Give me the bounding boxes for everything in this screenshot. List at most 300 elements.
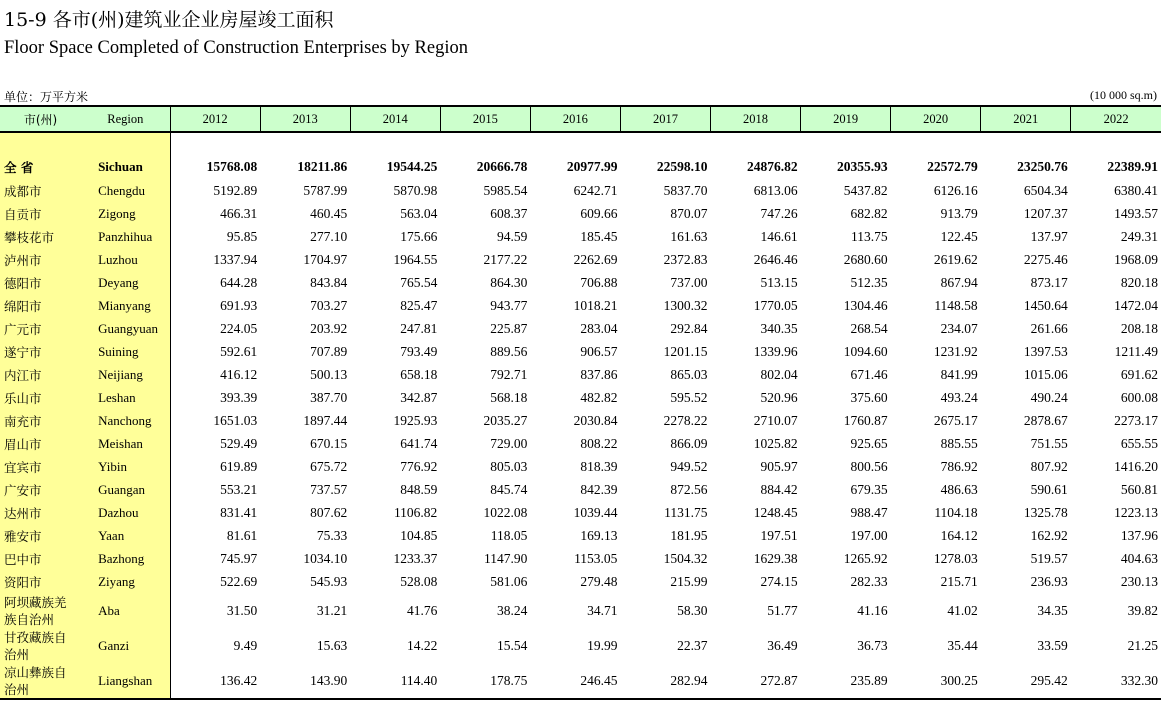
floor-space-value: 94.59 [497,228,528,244]
floor-space-value: 2030.84 [573,412,618,428]
floor-space-value: 595.52 [670,389,708,405]
floor-space-value: 279.48 [580,573,618,589]
floor-space-value: 776.92 [400,458,438,474]
floor-space-value: 404.63 [1120,550,1158,566]
floor-space-value: 2273.17 [1114,412,1158,428]
region-name-chinese: 乐山市 [0,386,81,409]
province-total-row [0,154,1161,179]
floor-space-value: 1148.58 [934,297,978,313]
floor-space-value: 2177.22 [483,251,528,267]
region-name-chinese: 宜宾市 [0,455,81,478]
floor-space-value: 793.49 [400,343,438,359]
region-name-chinese: 广元市 [0,317,81,340]
floor-space-value: 1704.97 [303,251,348,267]
region-name-english: Panzhihua [81,225,170,248]
floor-space-value: 224.05 [220,320,258,336]
region-row [0,340,1161,363]
floor-space-value: 36.49 [767,637,798,653]
floor-space-value: 393.39 [220,389,258,405]
region-name-english: Neijiang [81,363,170,386]
floor-space-value: 1504.32 [663,550,708,566]
floor-space-value: 292.84 [670,320,708,336]
floor-space-value: 5870.98 [393,182,438,198]
floor-space-value: 1925.93 [393,412,438,428]
region-row [0,547,1161,570]
floor-space-value: 2275.46 [1023,251,1068,267]
floor-space-value: 1968.09 [1114,251,1158,267]
region-name-chinese: 眉山市 [0,432,81,455]
floor-space-value: 20355.93 [837,158,888,174]
floor-space-value: 9.49 [233,637,258,653]
floor-space-value: 1325.78 [1023,504,1068,520]
floor-space-value: 137.96 [1120,527,1158,543]
floor-space-value: 1039.44 [573,504,618,520]
region-name-chinese: 攀枝花市 [0,225,81,248]
floor-space-value: 682.82 [850,205,888,221]
unit-label-english: (10 000 sq.m) [1090,88,1157,102]
floor-space-value: 522.69 [220,573,258,589]
region-name-chinese: 资阳市 [0,570,81,593]
floor-space-value: 235.89 [801,663,891,699]
floor-space-value: 234.07 [940,320,978,336]
floor-space-value: 655.55 [1120,435,1158,451]
column-header-year: 2012 [170,106,260,132]
floor-space-value: 512.35 [850,274,888,290]
floor-space-value: 6813.06 [753,182,798,198]
floor-space-value: 1015.06 [1023,366,1068,382]
floor-space-value: 1493.57 [1114,205,1158,221]
floor-space-value: 277.10 [310,228,348,244]
floor-space-value: 563.04 [400,205,438,221]
floor-space-value: 568.18 [490,389,528,405]
floor-space-value: 2278.22 [663,412,708,428]
region-name-chinese: 阿坝藏族羌族自治州 [0,593,81,628]
region-name-english: Mianyang [81,294,170,317]
region-name-english: Aba [81,593,170,628]
floor-space-value: 1651.03 [213,412,258,428]
region-name-english: Meishan [81,432,170,455]
floor-space-value: 807.62 [310,504,348,520]
floor-space-value: 5985.54 [483,182,528,198]
floor-space-value: 1760.87 [843,412,888,428]
region-name-english: Guangan [81,478,170,501]
floor-space-value: 161.63 [670,228,708,244]
floor-space-value: 39.82 [1127,602,1158,618]
floor-space-value: 1304.46 [843,297,888,313]
floor-space-value: 600.08 [1120,389,1158,405]
floor-space-value: 590.61 [1030,481,1068,497]
floor-space-value: 1018.21 [573,297,618,313]
floor-space-value: 51.77 [767,602,798,618]
region-name-chinese: 全 省 [0,154,81,179]
floor-space-value: 906.57 [580,343,618,359]
column-header-region: Region [81,106,170,132]
floor-space-value: 340.35 [760,320,798,336]
region-name-chinese: 自贡市 [0,202,81,225]
region-name-chinese: 凉山彝族自治州 [0,663,81,699]
floor-space-value: 644.28 [220,274,258,290]
region-row [0,663,1161,699]
region-row [0,524,1161,547]
floor-space-value: 197.51 [760,527,798,543]
floor-space-value: 737.00 [670,274,708,290]
region-name-english: Liangshan [81,663,170,699]
floor-space-value: 178.75 [440,663,530,699]
floor-space-value: 848.59 [400,481,438,497]
floor-space-value: 592.61 [220,343,258,359]
floor-space-value: 679.35 [850,481,888,497]
floor-space-value: 482.82 [580,389,618,405]
floor-space-value: 274.15 [760,573,798,589]
region-name-chinese: 南充市 [0,409,81,432]
floor-space-value: 1106.82 [393,504,438,520]
floor-space-value: 765.54 [400,274,438,290]
floor-space-value: 792.71 [490,366,528,382]
floor-space-value: 33.59 [1037,637,1068,653]
floor-space-value: 2675.17 [933,412,978,428]
floor-space-value: 873.17 [1030,274,1068,290]
floor-space-value: 747.26 [760,205,798,221]
floor-space-value: 641.74 [400,435,438,451]
floor-space-value: 913.79 [940,205,978,221]
region-name-chinese: 甘孜藏族自治州 [0,628,81,663]
floor-space-value: 800.56 [850,458,888,474]
column-header-year: 2021 [981,106,1071,132]
floor-space-value: 2878.67 [1023,412,1068,428]
floor-space-value: 670.15 [310,435,348,451]
column-header-year: 2022 [1071,106,1161,132]
region-name-chinese: 广安市 [0,478,81,501]
region-row [0,501,1161,524]
floor-space-value: 416.12 [220,366,258,382]
floor-space-value: 122.45 [940,228,978,244]
floor-space-value: 18211.86 [297,158,348,174]
floor-space-table [0,105,1161,700]
floor-space-value: 905.97 [760,458,798,474]
floor-space-value: 21.25 [1127,637,1158,653]
floor-space-value: 6242.71 [573,182,618,198]
floor-space-value: 808.22 [580,435,618,451]
floor-space-value: 1300.32 [663,297,708,313]
region-row [0,363,1161,386]
floor-space-value: 553.21 [220,481,258,497]
floor-space-value: 675.72 [310,458,348,474]
floor-space-value: 520.96 [760,389,798,405]
floor-space-value: 1416.20 [1114,458,1158,474]
floor-space-value: 236.93 [1030,573,1068,589]
floor-space-value: 802.04 [760,366,798,382]
floor-space-value: 703.27 [310,297,348,313]
floor-space-value: 1153.05 [574,550,618,566]
floor-space-value: 20666.78 [476,158,528,174]
floor-space-value: 864.30 [490,274,528,290]
floor-space-value: 81.61 [226,527,258,543]
region-row [0,248,1161,271]
floor-space-value: 2619.62 [933,251,978,267]
floor-space-value: 1770.05 [753,297,798,313]
region-name-english: Ganzi [81,628,170,663]
floor-space-value: 215.71 [940,573,978,589]
floor-space-value: 500.13 [310,366,348,382]
floor-space-value: 1025.82 [753,435,798,451]
floor-space-value: 31.21 [316,602,348,618]
floor-space-value: 949.52 [670,458,708,474]
region-name-chinese: 遂宁市 [0,340,81,363]
floor-space-value: 197.00 [850,527,888,543]
floor-space-value: 1223.13 [1114,504,1158,520]
floor-space-value: 19.99 [587,637,618,653]
floor-space-value: 1248.45 [753,504,798,520]
region-row [0,202,1161,225]
floor-space-value: 1450.64 [1023,297,1068,313]
floor-space-value: 162.92 [1030,527,1068,543]
column-header-year: 2016 [530,106,620,132]
floor-space-value: 865.03 [670,366,708,382]
region-name-english: Yibin [81,455,170,478]
region-row [0,386,1161,409]
floor-space-value: 104.85 [400,527,438,543]
region-name-english: Chengdu [81,179,170,202]
floor-space-value: 671.46 [850,366,888,382]
region-name-chinese: 雅安市 [0,524,81,547]
floor-space-value: 925.65 [850,435,888,451]
floor-space-value: 1629.38 [753,550,798,566]
floor-space-value: 261.66 [1030,320,1068,336]
floor-space-value: 466.31 [220,205,258,221]
region-row [0,628,1161,663]
region-row [0,432,1161,455]
floor-space-value: 493.24 [940,389,978,405]
table-header-row [0,106,1161,132]
floor-space-value: 185.45 [580,228,618,244]
floor-space-value: 38.24 [497,602,528,618]
floor-space-value: 137.97 [1030,228,1068,244]
floor-space-value: 818.39 [580,458,618,474]
floor-space-value: 513.15 [760,274,798,290]
floor-space-value: 737.57 [310,481,348,497]
floor-space-value: 691.93 [220,297,258,313]
floor-space-value: 31.50 [226,602,258,618]
floor-space-value: 1472.04 [1114,297,1158,313]
floor-space-value: 460.45 [310,205,348,221]
floor-space-value: 1207.37 [1023,205,1068,221]
floor-space-value: 387.70 [310,389,348,405]
floor-space-value: 519.57 [1030,550,1068,566]
floor-space-value: 1094.60 [843,343,888,359]
floor-space-value: 215.99 [670,573,708,589]
floor-space-value: 1211.49 [1114,343,1158,359]
floor-space-value: 5192.89 [213,182,258,198]
floor-space-value: 1104.18 [934,504,978,520]
floor-space-value: 885.55 [940,435,978,451]
floor-space-value: 22.37 [677,637,708,653]
column-header-year: 2018 [711,106,801,132]
floor-space-value: 169.13 [580,527,618,543]
floor-space-value: 34.35 [1037,602,1068,618]
region-row [0,455,1161,478]
floor-space-value: 6126.16 [933,182,978,198]
floor-space-value: 1233.37 [393,550,438,566]
floor-space-value: 19544.25 [386,158,438,174]
floor-space-value: 14.22 [406,637,438,653]
floor-space-value: 15.63 [316,637,348,653]
region-name-english: Dazhou [81,501,170,524]
floor-space-value: 658.18 [400,366,438,382]
floor-space-value: 1201.15 [663,343,708,359]
column-header-year: 2015 [440,106,530,132]
floor-space-value: 164.12 [940,527,978,543]
column-header-year: 2017 [620,106,710,132]
region-row [0,225,1161,248]
floor-space-value: 691.62 [1120,366,1158,382]
floor-space-value: 1897.44 [303,412,348,428]
floor-space-value: 6504.34 [1023,182,1068,198]
page-title-chinese: 15-9 各市(州)建筑业企业房屋竣工面积 [4,9,334,31]
floor-space-value: 545.93 [310,573,348,589]
column-header-year: 2013 [260,106,350,132]
floor-space-value: 22572.79 [927,158,978,174]
floor-space-value: 1022.08 [483,504,528,520]
floor-space-value: 208.18 [1120,320,1158,336]
floor-space-value: 943.77 [490,297,528,313]
floor-space-value: 867.94 [940,274,978,290]
floor-space-value: 2372.83 [663,251,708,267]
floor-space-value: 249.31 [1120,228,1158,244]
region-name-english: Ziyang [81,570,170,593]
floor-space-value: 41.02 [947,602,978,618]
region-name-chinese: 巴中市 [0,547,81,570]
floor-space-value: 841.99 [940,366,978,382]
floor-space-value: 608.37 [490,205,528,221]
floor-space-value: 34.71 [587,602,618,618]
floor-space-value: 35.44 [947,637,978,653]
floor-space-value: 2710.07 [753,412,798,428]
region-name-english: Guangyuan [81,317,170,340]
floor-space-value: 20977.99 [566,158,618,174]
floor-space-value: 24876.82 [746,158,798,174]
floor-space-value: 282.33 [850,573,888,589]
column-header-year: 2020 [891,106,981,132]
floor-space-value: 342.87 [400,389,438,405]
floor-space-value: 845.74 [490,481,528,497]
region-name-chinese: 泸州市 [0,248,81,271]
floor-space-value: 619.89 [220,458,258,474]
page-title-english: Floor Space Completed of Construction Enterprises by Region [4,38,468,58]
floor-space-value: 884.42 [760,481,798,497]
floor-space-value: 842.39 [580,481,618,497]
floor-space-value: 2262.69 [573,251,618,267]
floor-space-value: 729.00 [490,435,528,451]
floor-space-value: 146.61 [760,228,798,244]
region-name-english: Bazhong [81,547,170,570]
floor-space-value: 272.87 [711,663,801,699]
floor-space-value: 118.05 [490,527,528,543]
floor-space-value: 283.04 [580,320,618,336]
floor-space-value: 136.42 [170,663,260,699]
floor-space-value: 529.49 [220,435,258,451]
floor-space-value: 5437.82 [843,182,888,198]
floor-space-value: 786.92 [940,458,978,474]
floor-space-value: 225.87 [490,320,528,336]
floor-space-value: 114.40 [350,663,440,699]
floor-space-value: 41.16 [857,602,888,618]
floor-space-value: 15.54 [497,637,528,653]
region-name-english: Leshan [81,386,170,409]
floor-space-value: 807.92 [1030,458,1068,474]
floor-space-value: 528.08 [400,573,438,589]
floor-space-value: 58.30 [677,602,708,618]
floor-space-value: 230.13 [1120,573,1158,589]
region-name-chinese: 内江市 [0,363,81,386]
floor-space-value: 1231.92 [933,343,978,359]
region-row [0,570,1161,593]
floor-space-value: 560.81 [1120,481,1158,497]
region-row [0,409,1161,432]
floor-space-value: 36.73 [857,637,888,653]
floor-space-value: 490.24 [1030,389,1068,405]
floor-space-value: 75.33 [316,527,348,543]
column-header-city: 市(州) [0,106,81,132]
floor-space-value: 843.84 [310,274,348,290]
floor-space-value: 95.85 [226,228,258,244]
region-name-english: Sichuan [81,154,170,179]
floor-space-value: 181.95 [670,527,708,543]
floor-space-value: 1147.90 [484,550,528,566]
region-name-english: Suining [81,340,170,363]
floor-space-value: 486.63 [940,481,978,497]
floor-space-value: 1964.55 [393,251,438,267]
region-name-chinese: 达州市 [0,501,81,524]
floor-space-value: 1131.75 [664,504,708,520]
floor-space-value: 706.88 [580,274,618,290]
region-name-english: Nanchong [81,409,170,432]
floor-space-value: 988.47 [850,504,888,520]
floor-space-value: 375.60 [850,389,888,405]
floor-space-value: 1278.03 [933,550,978,566]
region-row [0,271,1161,294]
floor-space-value: 175.66 [400,228,438,244]
floor-space-value: 41.76 [406,602,438,618]
floor-space-value: 5787.99 [303,182,348,198]
region-name-chinese: 绵阳市 [0,294,81,317]
floor-space-value: 866.09 [670,435,708,451]
floor-space-value: 1337.94 [213,251,258,267]
region-name-english: Yaan [81,524,170,547]
floor-space-value: 825.47 [400,297,438,313]
region-name-chinese: 德阳市 [0,271,81,294]
column-header-year: 2014 [350,106,440,132]
floor-space-value: 745.97 [220,550,258,566]
floor-space-value: 609.66 [580,205,618,221]
region-row [0,478,1161,501]
floor-space-value: 5837.70 [663,182,708,198]
region-row [0,179,1161,202]
floor-space-value: 22389.91 [1107,158,1158,174]
floor-space-value: 1265.92 [843,550,888,566]
region-row [0,317,1161,340]
floor-space-value: 282.94 [620,663,710,699]
floor-space-value: 707.89 [310,343,348,359]
floor-space-value: 751.55 [1030,435,1068,451]
floor-space-value: 805.03 [490,458,528,474]
floor-space-value: 2035.27 [483,412,528,428]
floor-space-value: 15768.08 [206,158,258,174]
floor-space-value: 143.90 [260,663,350,699]
floor-space-value: 820.18 [1120,274,1158,290]
floor-space-value: 23250.76 [1017,158,1068,174]
unit-label-chinese: 单位：万平方米 [4,90,89,104]
floor-space-value: 837.86 [580,366,618,382]
